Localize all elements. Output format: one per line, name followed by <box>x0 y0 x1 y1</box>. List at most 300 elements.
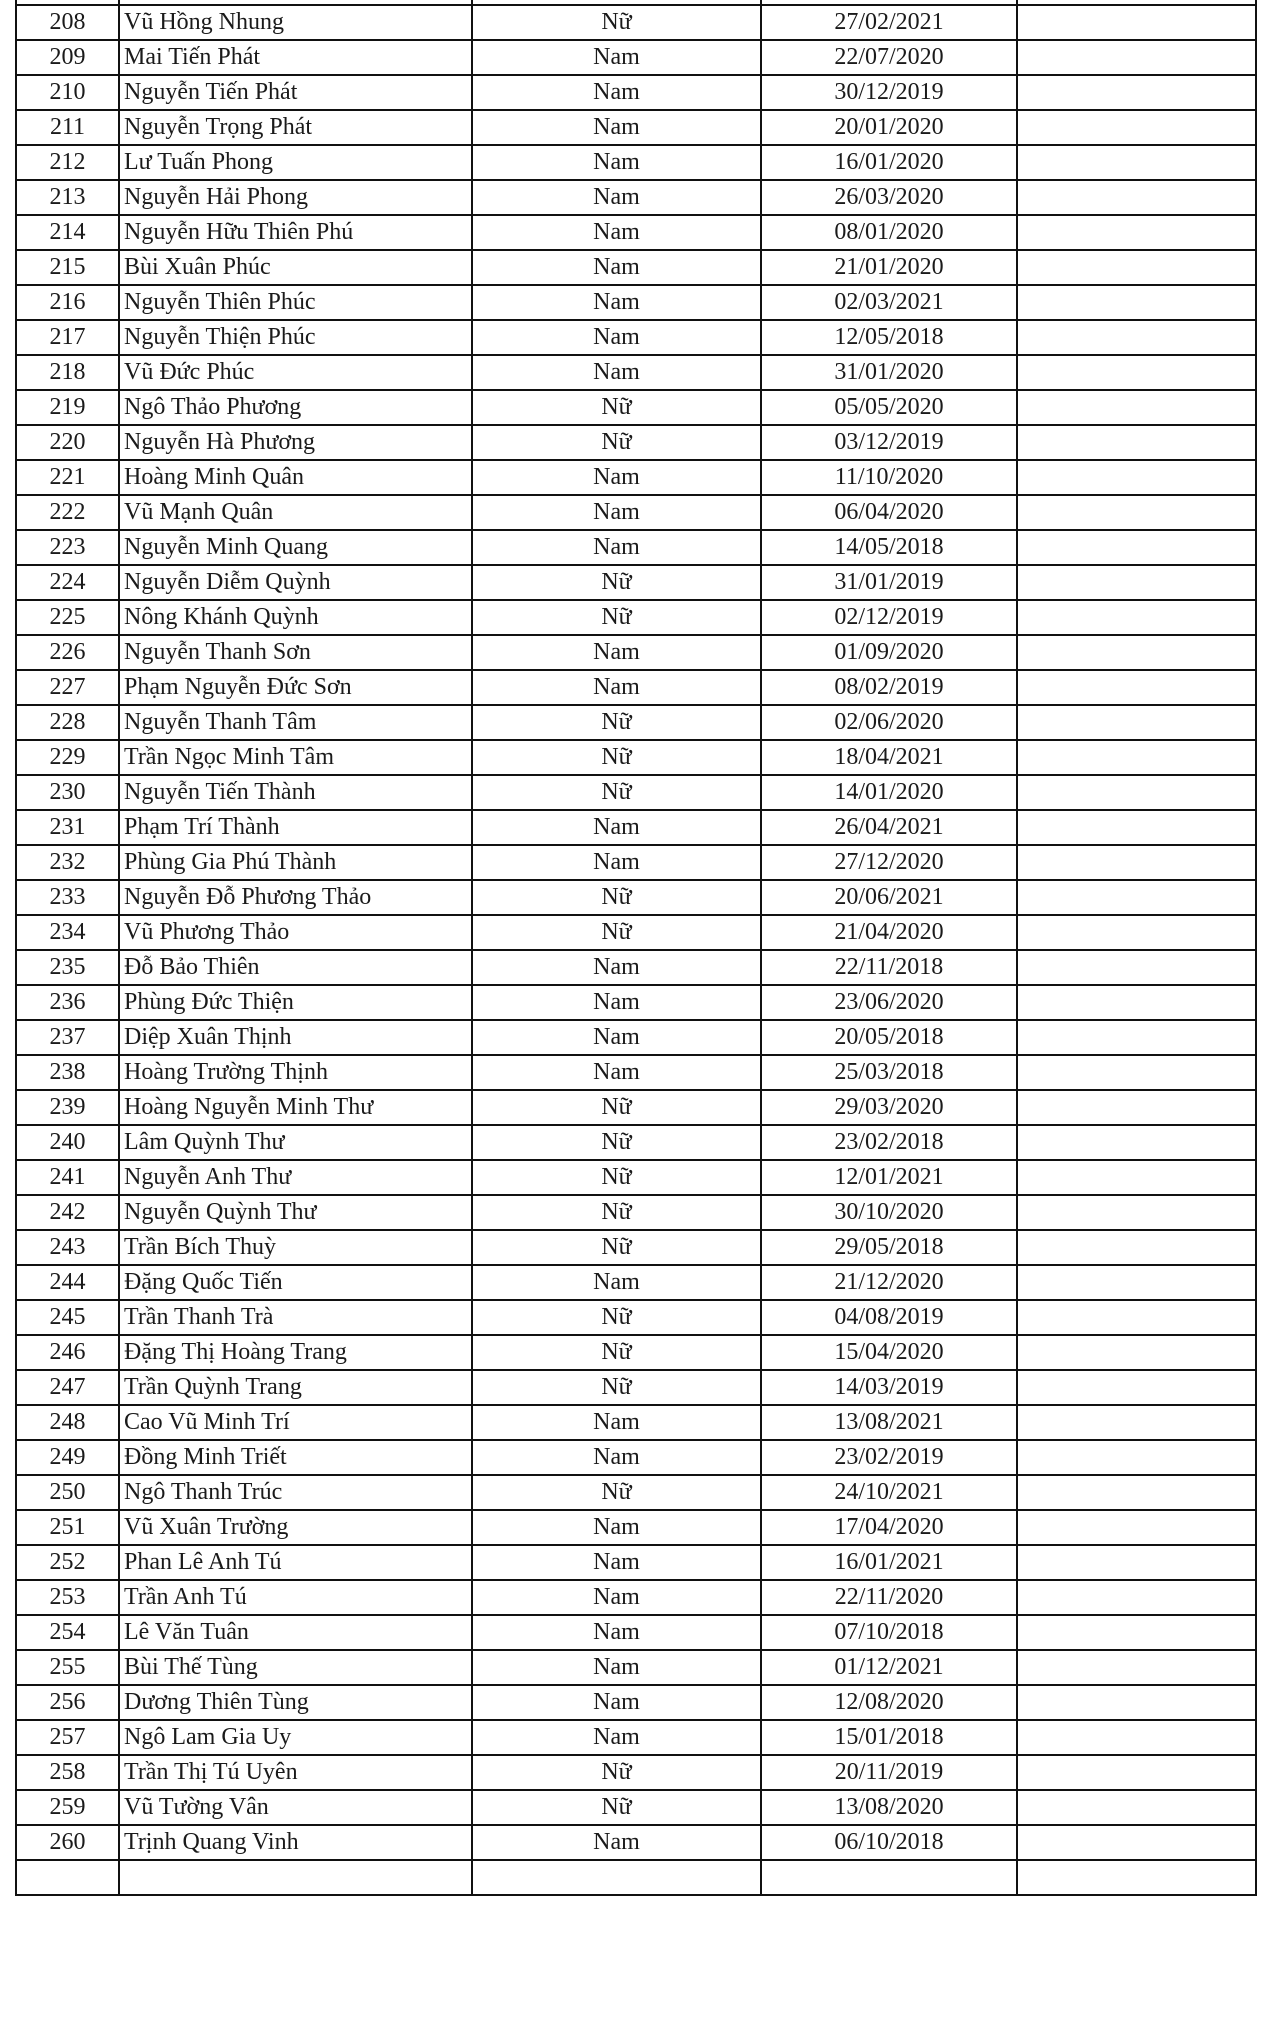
table-row-248 <box>16 1405 1256 1440</box>
cell-name: Trần Quỳnh Trang <box>119 1370 472 1405</box>
cell-gender: Nữ <box>472 565 761 600</box>
cell-gender: Nữ <box>472 1755 761 1790</box>
table-row-258 <box>16 1755 1256 1790</box>
cell-name: Trần Ngọc Minh Tâm <box>119 740 472 775</box>
cell-dob: 27/02/2021 <box>761 5 1017 40</box>
cell-gender: Nam <box>472 1685 761 1720</box>
cell-stt: 256 <box>16 1685 119 1720</box>
cell-gender: Nam <box>472 1440 761 1475</box>
cell-dob: 15/04/2020 <box>761 1335 1017 1370</box>
cell-stt: 250 <box>16 1475 119 1510</box>
cell-note <box>1017 1510 1256 1545</box>
table-row-partial-bottom <box>16 1860 1256 1895</box>
table-row-210 <box>16 75 1256 110</box>
cell-gender: Nam <box>472 1265 761 1300</box>
cell-note <box>1017 1370 1256 1405</box>
cell-dob: 13/08/2021 <box>761 1405 1017 1440</box>
cell-note <box>1017 1055 1256 1090</box>
table-row-255 <box>16 1650 1256 1685</box>
cell-gender: Nam <box>472 75 761 110</box>
cell-note <box>1017 285 1256 320</box>
cell-name: Mai Tiến Phát <box>119 40 472 75</box>
cell-stt: 245 <box>16 1300 119 1335</box>
cell-dob: 02/06/2020 <box>761 705 1017 740</box>
cell-gender: Nữ <box>472 1160 761 1195</box>
cell-stt: 209 <box>16 40 119 75</box>
cell-name: Vũ Xuân Trường <box>119 1510 472 1545</box>
cell-name: Cao Vũ Minh Trí <box>119 1405 472 1440</box>
cell-note <box>1017 1020 1256 1055</box>
cell-note <box>1017 950 1256 985</box>
cell-name: Đồng Minh Triết <box>119 1440 472 1475</box>
cell-name: Nguyễn Tiến Thành <box>119 775 472 810</box>
cell-note <box>1017 635 1256 670</box>
table-row-217 <box>16 320 1256 355</box>
table-row-230 <box>16 775 1256 810</box>
cell-name: Nguyễn Hải Phong <box>119 180 472 215</box>
cell-note <box>1017 320 1256 355</box>
cell-stt: 255 <box>16 1650 119 1685</box>
cell-name: Phùng Đức Thiện <box>119 985 472 1020</box>
cell-note <box>1017 75 1256 110</box>
cell-stt: 226 <box>16 635 119 670</box>
cell-stt: 248 <box>16 1405 119 1440</box>
table-row-215 <box>16 250 1256 285</box>
cell-stt: 260 <box>16 1825 119 1860</box>
cell-note <box>1017 1720 1256 1755</box>
cell-stt: 211 <box>16 110 119 145</box>
cell-name: Trần Thị Tú Uyên <box>119 1755 472 1790</box>
table-row-213 <box>16 180 1256 215</box>
cell-stt: 252 <box>16 1545 119 1580</box>
cell-note <box>1017 600 1256 635</box>
cell-gender: Nữ <box>472 600 761 635</box>
table-row-243 <box>16 1230 1256 1265</box>
cell-stt: 236 <box>16 985 119 1020</box>
cell-name: Nguyễn Quỳnh Thư <box>119 1195 472 1230</box>
table-row-257 <box>16 1720 1256 1755</box>
cell-dob: 21/04/2020 <box>761 915 1017 950</box>
cell-gender: Nữ <box>472 705 761 740</box>
cell-note <box>1017 5 1256 40</box>
table-row-247 <box>16 1370 1256 1405</box>
cell-dob: 20/11/2019 <box>761 1755 1017 1790</box>
cell-dob: 14/05/2018 <box>761 530 1017 565</box>
cell-stt: 241 <box>16 1160 119 1195</box>
cell-stt: 257 <box>16 1720 119 1755</box>
cell-name: Đặng Thị Hoàng Trang <box>119 1335 472 1370</box>
table-row-237 <box>16 1020 1256 1055</box>
table-row-253 <box>16 1580 1256 1615</box>
table-row-228 <box>16 705 1256 740</box>
cell-dob: 06/04/2020 <box>761 495 1017 530</box>
cell-note <box>1017 1650 1256 1685</box>
cell-stt: 222 <box>16 495 119 530</box>
cell-dob: 30/10/2020 <box>761 1195 1017 1230</box>
cell-note <box>1017 1440 1256 1475</box>
cell-note <box>1017 1265 1256 1300</box>
table-row-222 <box>16 495 1256 530</box>
cell-gender: Nam <box>472 1055 761 1090</box>
cell-note <box>1017 530 1256 565</box>
cell-name: Lê Văn Tuân <box>119 1615 472 1650</box>
cell-name: Đỗ Bảo Thiên <box>119 950 472 985</box>
cell-name: Nguyễn Minh Quang <box>119 530 472 565</box>
cell-dob: 02/03/2021 <box>761 285 1017 320</box>
cell-name: Nguyễn Tiến Phát <box>119 75 472 110</box>
cell-note <box>1017 775 1256 810</box>
table-row-238 <box>16 1055 1256 1090</box>
student-list-sheet <box>15 0 1255 1896</box>
cell-name: Nguyễn Trọng Phát <box>119 110 472 145</box>
cell-name: Vũ Tường Vân <box>119 1790 472 1825</box>
cell-note <box>1017 565 1256 600</box>
cell-stt: 210 <box>16 75 119 110</box>
table-row-224 <box>16 565 1256 600</box>
cell-stt: 230 <box>16 775 119 810</box>
cell-gender <box>472 1860 761 1895</box>
cell-note <box>1017 1125 1256 1160</box>
table-row-211 <box>16 110 1256 145</box>
cell-dob: 27/12/2020 <box>761 845 1017 880</box>
cell-name: Bùi Xuân Phúc <box>119 250 472 285</box>
table-row-252 <box>16 1545 1256 1580</box>
cell-dob: 17/04/2020 <box>761 1510 1017 1545</box>
cell-note <box>1017 1475 1256 1510</box>
cell-gender: Nam <box>472 530 761 565</box>
cell-stt: 215 <box>16 250 119 285</box>
table-row-223 <box>16 530 1256 565</box>
cell-dob: 14/03/2019 <box>761 1370 1017 1405</box>
cell-dob: 23/02/2018 <box>761 1125 1017 1160</box>
cell-dob: 22/11/2020 <box>761 1580 1017 1615</box>
cell-note <box>1017 215 1256 250</box>
cell-note <box>1017 1195 1256 1230</box>
cell-dob: 12/05/2018 <box>761 320 1017 355</box>
cell-gender: Nam <box>472 1510 761 1545</box>
table-row-226 <box>16 635 1256 670</box>
cell-stt: 221 <box>16 460 119 495</box>
cell-name: Nguyễn Anh Thư <box>119 1160 472 1195</box>
cell-note <box>1017 425 1256 460</box>
cell-stt: 219 <box>16 390 119 425</box>
cell-stt: 213 <box>16 180 119 215</box>
cell-stt: 225 <box>16 600 119 635</box>
cell-gender: Nữ <box>472 880 761 915</box>
table-row-232 <box>16 845 1256 880</box>
cell-dob: 25/03/2018 <box>761 1055 1017 1090</box>
cell-note <box>1017 740 1256 775</box>
student-table-body <box>16 0 1256 1895</box>
cell-name: Vũ Phương Thảo <box>119 915 472 950</box>
cell-name: Nguyễn Hữu Thiên Phú <box>119 215 472 250</box>
cell-stt: 233 <box>16 880 119 915</box>
cell-stt: 234 <box>16 915 119 950</box>
cell-gender: Nữ <box>472 1125 761 1160</box>
cell-note <box>1017 1685 1256 1720</box>
cell-note <box>1017 180 1256 215</box>
cell-gender: Nữ <box>472 740 761 775</box>
cell-stt: 249 <box>16 1440 119 1475</box>
table-row-212 <box>16 145 1256 180</box>
cell-dob: 26/04/2021 <box>761 810 1017 845</box>
cell-name: Đặng Quốc Tiến <box>119 1265 472 1300</box>
cell-note <box>1017 1160 1256 1195</box>
cell-dob: 08/01/2020 <box>761 215 1017 250</box>
cell-note <box>1017 1615 1256 1650</box>
cell-dob: 23/06/2020 <box>761 985 1017 1020</box>
cell-name: Phạm Nguyễn Đức Sơn <box>119 670 472 705</box>
cell-gender: Nữ <box>472 425 761 460</box>
cell-dob: 12/08/2020 <box>761 1685 1017 1720</box>
cell-note <box>1017 495 1256 530</box>
cell-name: Bùi Thế Tùng <box>119 1650 472 1685</box>
cell-name: Trịnh Quang Vinh <box>119 1825 472 1860</box>
cell-name: Nguyễn Diễm Quỳnh <box>119 565 472 600</box>
cell-dob: 03/12/2019 <box>761 425 1017 460</box>
table-row-233 <box>16 880 1256 915</box>
cell-dob: 16/01/2020 <box>761 145 1017 180</box>
cell-gender: Nam <box>472 1615 761 1650</box>
cell-gender: Nam <box>472 670 761 705</box>
cell-dob: 05/05/2020 <box>761 390 1017 425</box>
table-row-236 <box>16 985 1256 1020</box>
cell-stt: 251 <box>16 1510 119 1545</box>
cell-name: Hoàng Minh Quân <box>119 460 472 495</box>
student-table <box>15 0 1257 1896</box>
cell-gender: Nam <box>472 355 761 390</box>
cell-note <box>1017 1860 1256 1895</box>
cell-note <box>1017 390 1256 425</box>
cell-dob: 26/03/2020 <box>761 180 1017 215</box>
table-row-216 <box>16 285 1256 320</box>
table-row-249 <box>16 1440 1256 1475</box>
cell-dob: 22/11/2018 <box>761 950 1017 985</box>
cell-dob: 02/12/2019 <box>761 600 1017 635</box>
cell-gender: Nữ <box>472 1195 761 1230</box>
cell-dob: 22/07/2020 <box>761 40 1017 75</box>
cell-stt: 254 <box>16 1615 119 1650</box>
cell-name: Vũ Mạnh Quân <box>119 495 472 530</box>
cell-gender: Nam <box>472 320 761 355</box>
cell-stt: 243 <box>16 1230 119 1265</box>
cell-note <box>1017 1790 1256 1825</box>
cell-gender: Nam <box>472 1405 761 1440</box>
table-row-221 <box>16 460 1256 495</box>
cell-name: Phùng Gia Phú Thành <box>119 845 472 880</box>
cell-note <box>1017 1405 1256 1440</box>
cell-stt: 220 <box>16 425 119 460</box>
cell-gender: Nữ <box>472 1370 761 1405</box>
cell-note <box>1017 810 1256 845</box>
table-row-225 <box>16 600 1256 635</box>
table-row-240 <box>16 1125 1256 1160</box>
cell-gender: Nam <box>472 1545 761 1580</box>
cell-name: Trần Anh Tú <box>119 1580 472 1615</box>
cell-gender: Nữ <box>472 1790 761 1825</box>
cell-stt: 244 <box>16 1265 119 1300</box>
cell-gender: Nam <box>472 215 761 250</box>
cell-dob: 01/12/2021 <box>761 1650 1017 1685</box>
cell-stt: 227 <box>16 670 119 705</box>
table-row-250 <box>16 1475 1256 1510</box>
cell-stt: 228 <box>16 705 119 740</box>
cell-gender: Nữ <box>472 1335 761 1370</box>
cell-gender: Nam <box>472 285 761 320</box>
cell-name: Lư Tuấn Phong <box>119 145 472 180</box>
cell-gender: Nam <box>472 495 761 530</box>
cell-note <box>1017 705 1256 740</box>
cell-name: Nguyễn Đỗ Phương Thảo <box>119 880 472 915</box>
cell-gender: Nữ <box>472 5 761 40</box>
cell-gender: Nam <box>472 460 761 495</box>
table-row-259 <box>16 1790 1256 1825</box>
cell-note <box>1017 40 1256 75</box>
table-row-235 <box>16 950 1256 985</box>
cell-name: Nguyễn Thanh Tâm <box>119 705 472 740</box>
cell-dob: 08/02/2019 <box>761 670 1017 705</box>
cell-stt: 242 <box>16 1195 119 1230</box>
cell-gender: Nam <box>472 110 761 145</box>
cell-dob: 20/01/2020 <box>761 110 1017 145</box>
cell-stt: 235 <box>16 950 119 985</box>
cell-name: Vũ Đức Phúc <box>119 355 472 390</box>
cell-dob <box>761 1860 1017 1895</box>
cell-gender: Nam <box>472 145 761 180</box>
cell-note <box>1017 145 1256 180</box>
cell-note <box>1017 1580 1256 1615</box>
table-row-254 <box>16 1615 1256 1650</box>
cell-name: Hoàng Nguyễn Minh Thư <box>119 1090 472 1125</box>
cell-stt: 246 <box>16 1335 119 1370</box>
cell-name: Hoàng Trường Thịnh <box>119 1055 472 1090</box>
cell-stt <box>16 1860 119 1895</box>
cell-gender: Nam <box>472 250 761 285</box>
cell-name: Ngô Thảo Phương <box>119 390 472 425</box>
cell-gender: Nữ <box>472 1230 761 1265</box>
cell-name: Nguyễn Thiện Phúc <box>119 320 472 355</box>
cell-gender: Nam <box>472 985 761 1020</box>
cell-stt: 214 <box>16 215 119 250</box>
cell-dob: 18/04/2021 <box>761 740 1017 775</box>
cell-dob: 14/01/2020 <box>761 775 1017 810</box>
cell-note <box>1017 670 1256 705</box>
cell-stt: 218 <box>16 355 119 390</box>
cell-gender: Nữ <box>472 1475 761 1510</box>
cell-dob: 20/06/2021 <box>761 880 1017 915</box>
cell-dob: 20/05/2018 <box>761 1020 1017 1055</box>
table-row-242 <box>16 1195 1256 1230</box>
cell-note <box>1017 1335 1256 1370</box>
cell-stt: 208 <box>16 5 119 40</box>
cell-gender: Nam <box>472 1020 761 1055</box>
cell-dob: 07/10/2018 <box>761 1615 1017 1650</box>
cell-dob: 29/05/2018 <box>761 1230 1017 1265</box>
table-row-227 <box>16 670 1256 705</box>
cell-gender: Nam <box>472 1720 761 1755</box>
cell-dob: 31/01/2019 <box>761 565 1017 600</box>
cell-name: Dương Thiên Tùng <box>119 1685 472 1720</box>
cell-gender: Nam <box>472 180 761 215</box>
cell-dob: 23/02/2019 <box>761 1440 1017 1475</box>
cell-stt: 253 <box>16 1580 119 1615</box>
cell-note <box>1017 250 1256 285</box>
cell-stt: 258 <box>16 1755 119 1790</box>
cell-dob: 24/10/2021 <box>761 1475 1017 1510</box>
table-row-220 <box>16 425 1256 460</box>
cell-name: Vũ Hồng Nhung <box>119 5 472 40</box>
cell-stt: 240 <box>16 1125 119 1160</box>
cell-stt: 232 <box>16 845 119 880</box>
cell-note <box>1017 460 1256 495</box>
cell-gender: Nữ <box>472 775 761 810</box>
cell-gender: Nam <box>472 845 761 880</box>
cell-name: Ngô Thanh Trúc <box>119 1475 472 1510</box>
cell-gender: Nữ <box>472 915 761 950</box>
table-row-256 <box>16 1685 1256 1720</box>
cell-gender: Nam <box>472 40 761 75</box>
cell-stt: 224 <box>16 565 119 600</box>
cell-dob: 29/03/2020 <box>761 1090 1017 1125</box>
table-row-246 <box>16 1335 1256 1370</box>
table-row-260 <box>16 1825 1256 1860</box>
cell-gender: Nam <box>472 950 761 985</box>
cell-gender: Nam <box>472 1650 761 1685</box>
cell-note <box>1017 110 1256 145</box>
cell-name: Diệp Xuân Thịnh <box>119 1020 472 1055</box>
cell-dob: 21/12/2020 <box>761 1265 1017 1300</box>
table-row-241 <box>16 1160 1256 1195</box>
cell-stt: 238 <box>16 1055 119 1090</box>
cell-gender: Nam <box>472 810 761 845</box>
cell-dob: 16/01/2021 <box>761 1545 1017 1580</box>
cell-stt: 216 <box>16 285 119 320</box>
cell-note <box>1017 845 1256 880</box>
cell-stt: 259 <box>16 1790 119 1825</box>
cell-dob: 13/08/2020 <box>761 1790 1017 1825</box>
cell-note <box>1017 1755 1256 1790</box>
cell-gender: Nữ <box>472 1300 761 1335</box>
cell-note <box>1017 355 1256 390</box>
cell-stt: 239 <box>16 1090 119 1125</box>
cell-note <box>1017 1090 1256 1125</box>
cell-gender: Nam <box>472 1580 761 1615</box>
table-row-231 <box>16 810 1256 845</box>
table-row-219 <box>16 390 1256 425</box>
table-row-218 <box>16 355 1256 390</box>
cell-gender: Nam <box>472 1825 761 1860</box>
cell-stt: 229 <box>16 740 119 775</box>
cell-dob: 04/08/2019 <box>761 1300 1017 1335</box>
cell-dob: 15/01/2018 <box>761 1720 1017 1755</box>
table-row-245 <box>16 1300 1256 1335</box>
cell-name: Nguyễn Thanh Sơn <box>119 635 472 670</box>
cell-name: Ngô Lam Gia Uy <box>119 1720 472 1755</box>
cell-name: Phạm Trí Thành <box>119 810 472 845</box>
cell-dob: 31/01/2020 <box>761 355 1017 390</box>
cell-stt: 247 <box>16 1370 119 1405</box>
cell-name: Nông Khánh Quỳnh <box>119 600 472 635</box>
table-row-209 <box>16 40 1256 75</box>
table-row-208 <box>16 5 1256 40</box>
cell-note <box>1017 985 1256 1020</box>
cell-gender: Nữ <box>472 390 761 425</box>
cell-note <box>1017 915 1256 950</box>
cell-stt: 231 <box>16 810 119 845</box>
cell-note <box>1017 1230 1256 1265</box>
cell-name: Lâm Quỳnh Thư <box>119 1125 472 1160</box>
table-row-229 <box>16 740 1256 775</box>
